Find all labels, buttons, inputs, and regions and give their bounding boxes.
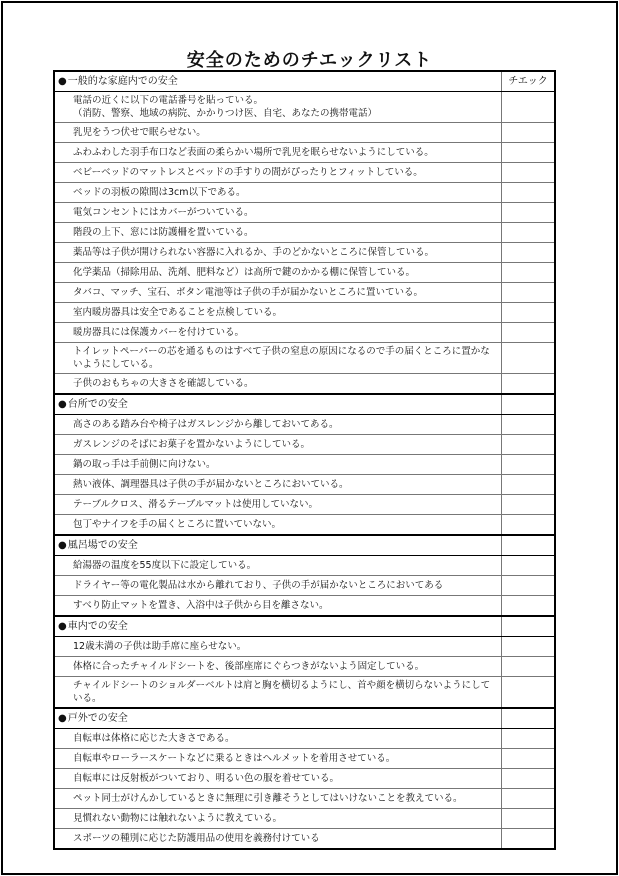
checklist-item-text: ベッドの羽板の隙間は3cm以下である。	[54, 183, 502, 203]
check-cell[interactable]	[502, 556, 556, 576]
checklist-item-text: 室内暖房器具は安全であることを点検している。	[54, 303, 502, 323]
check-cell[interactable]	[502, 283, 556, 303]
checklist-item-row	[54, 343, 555, 374]
bullet-icon: ●	[58, 540, 67, 551]
checklist-item-row	[54, 637, 555, 657]
check-cell[interactable]	[502, 415, 556, 435]
checklist-item-row	[54, 303, 555, 323]
bullet-icon: ●	[58, 399, 67, 410]
section-heading-text: 車内での安全	[67, 621, 128, 632]
checklist-item-text: ふわふわした羽手布口など表面の柔らかい場所で乳児を眠らせないようにしている。	[54, 143, 502, 163]
section-heading	[54, 394, 502, 415]
check-cell[interactable]	[502, 809, 556, 829]
checklist-item-row	[54, 143, 555, 163]
check-cell[interactable]	[502, 183, 556, 203]
checklist-item-row	[54, 789, 555, 809]
checklist-item-row	[54, 495, 555, 515]
checklist-item-text: 電話の近くに以下の電話番号を貼っている。 （消防、警察、地域の病院、かかりつけ医、自宅、あなたの携帯電話）	[54, 92, 502, 123]
checklist-item-text: 自転車やローラースケートなどに乗るときはヘルメットを着用させている。	[54, 749, 502, 769]
checklist-item-row	[54, 323, 555, 343]
section-header-row	[54, 394, 555, 415]
checklist-item-text: 自転車は体格に応じた大きさである。	[54, 729, 502, 749]
check-cell[interactable]	[502, 455, 556, 475]
section-heading-text: 戸外での安全	[67, 713, 128, 724]
check-cell[interactable]	[502, 789, 556, 809]
section-heading-text: 風呂場での安全	[67, 540, 138, 551]
check-cell[interactable]	[502, 829, 556, 850]
checklist-item-text: 12歳未満の子供は助手席に座らせない。	[54, 637, 502, 657]
checklist-item-text: 暖房器具には保護カバーを付けている。	[54, 323, 502, 343]
check-cell[interactable]	[502, 394, 556, 415]
checklist-item-row	[54, 596, 555, 617]
check-cell[interactable]	[502, 535, 556, 556]
section-header-row	[54, 708, 555, 729]
checklist-item-text: 体格に合ったチャイルドシートを、後部座席にぐらつきがないよう固定している。	[54, 657, 502, 677]
checklist-item-text: 給湯器の温度を55度以下に設定している。	[54, 556, 502, 576]
checklist-item-row	[54, 374, 555, 395]
checklist-item-text: ペット同士がけんかしているときに無理に引き離そうとしてはいけないことを教えている。	[54, 789, 502, 809]
checklist-item-text: 熱い液体、調理器具は子供の手が届かないところにおいている。	[54, 475, 502, 495]
checklist-item-row	[54, 455, 555, 475]
check-cell[interactable]	[502, 143, 556, 163]
check-cell[interactable]	[502, 223, 556, 243]
section-heading	[54, 535, 502, 556]
check-cell[interactable]	[502, 163, 556, 183]
checklist-item-row	[54, 657, 555, 677]
section-heading-text: 一般的な家庭内での安全	[67, 76, 178, 87]
check-cell[interactable]	[502, 374, 556, 395]
checklist-item-row	[54, 677, 555, 709]
checklist-item-text: ガスレンジのそばにお菓子を置かないようにしている。	[54, 435, 502, 455]
bullet-icon: ●	[58, 713, 67, 724]
checklist-item-row	[54, 515, 555, 536]
checklist-item-text: ドライヤー等の電化製品は水から離れており、子供の手が届かないところにおいてある	[54, 576, 502, 596]
section-heading	[54, 71, 502, 92]
check-cell[interactable]	[502, 263, 556, 283]
checklist-item-row	[54, 729, 555, 749]
section-heading	[54, 708, 502, 729]
bullet-icon: ●	[58, 76, 67, 87]
check-cell[interactable]	[502, 677, 556, 709]
checklist-item-text: 自転車には反射板がついており、明るい色の服を着せている。	[54, 769, 502, 789]
checklist-item-text: 高さのある踏み台や椅子はガスレンジから離しておいてある。	[54, 415, 502, 435]
check-cell[interactable]	[502, 769, 556, 789]
bullet-icon: ●	[58, 621, 67, 632]
check-cell[interactable]	[502, 637, 556, 657]
check-cell[interactable]	[502, 576, 556, 596]
checklist-item-row	[54, 163, 555, 183]
checklist-item-text: 薬品等は子供が開けられない容器に入れるか、手のどかないところに保管している。	[54, 243, 502, 263]
checklist-item-row	[54, 475, 555, 495]
check-cell[interactable]	[502, 616, 556, 637]
checklist-item-text: 乳児をうつ伏せで眠らせない。	[54, 123, 502, 143]
checklist-item-row	[54, 415, 555, 435]
checklist-item-text: 包丁やナイフを手の届くところに置いていない。	[54, 515, 502, 536]
check-cell[interactable]	[502, 435, 556, 455]
checklist-item-text: すべり防止マットを置き、入浴中は子供から目を離さない。	[54, 596, 502, 617]
check-cell[interactable]	[502, 343, 556, 374]
checklist-item-text: チャイルドシートのショルダーベルトは肩と胸を横切るようにし、首や顔を横切らないようにしている。	[54, 677, 502, 709]
check-cell[interactable]	[502, 657, 556, 677]
check-cell[interactable]	[502, 475, 556, 495]
check-cell[interactable]	[502, 708, 556, 729]
check-cell[interactable]	[502, 515, 556, 536]
safety-checklist-table	[53, 70, 556, 850]
check-cell[interactable]	[502, 92, 556, 123]
checklist-item-text: 化学薬品（掃除用品、洗剤、肥料など）は高所で鍵のかかる棚に保管している。	[54, 263, 502, 283]
checklist-item-text: トイレットペーパーの芯を通るものはすべて子供の窒息の原因になるので手の届くところに置かないようにしている。	[54, 343, 502, 374]
checklist-item-text: テーブルクロス、滑るテーブルマットは使用していない。	[54, 495, 502, 515]
checklist-item-row	[54, 123, 555, 143]
checklist-item-row	[54, 223, 555, 243]
check-column-header: チエック	[502, 71, 556, 92]
checklist-item-row	[54, 92, 555, 123]
checklist-item-row	[54, 749, 555, 769]
checklist-item-row	[54, 829, 555, 850]
section-header-row	[54, 71, 555, 92]
checklist-item-row	[54, 183, 555, 203]
checklist-item-text: 見慣れない動物には触れないように教えている。	[54, 809, 502, 829]
checklist-item-row	[54, 203, 555, 223]
check-cell[interactable]	[502, 203, 556, 223]
section-header-row	[54, 616, 555, 637]
checklist-item-row	[54, 809, 555, 829]
check-cell[interactable]	[502, 123, 556, 143]
check-cell[interactable]	[502, 495, 556, 515]
checklist-item-text: 鍋の取っ手は手前側に向けない。	[54, 455, 502, 475]
checklist-item-row	[54, 263, 555, 283]
checklist-item-text: ベビーベッドのマットレスとベッドの手すりの間がぴったりとフィットしている。	[54, 163, 502, 183]
page-title: 安全のためのチエックリスト	[186, 50, 433, 71]
check-cell[interactable]	[502, 749, 556, 769]
check-cell[interactable]	[502, 596, 556, 617]
check-cell[interactable]	[502, 323, 556, 343]
checklist-item-text: 子供のおもちゃの大きさを確認している。	[54, 374, 502, 395]
checklist-item-row	[54, 435, 555, 455]
checklist-item-text: 電気コンセントにはカバーがついている。	[54, 203, 502, 223]
checklist-item-row	[54, 769, 555, 789]
checklist-item-row	[54, 576, 555, 596]
check-cell[interactable]	[502, 729, 556, 749]
section-header-row	[54, 535, 555, 556]
checklist-item-row	[54, 283, 555, 303]
section-heading	[54, 616, 502, 637]
checklist-item-text: スポーツの種別に応じた防護用品の使用を義務付けている	[54, 829, 502, 850]
checklist-item-row	[54, 243, 555, 263]
check-cell[interactable]	[502, 243, 556, 263]
checklist-item-text: タバコ、マッチ、宝石、ボタン電池等は子供の手が届かないところに置いている。	[54, 283, 502, 303]
checklist-item-text: 階段の上下、窓には防護柵を置いている。	[54, 223, 502, 243]
check-cell[interactable]	[502, 303, 556, 323]
section-heading-text: 台所での安全	[67, 399, 128, 410]
checklist-item-row	[54, 556, 555, 576]
